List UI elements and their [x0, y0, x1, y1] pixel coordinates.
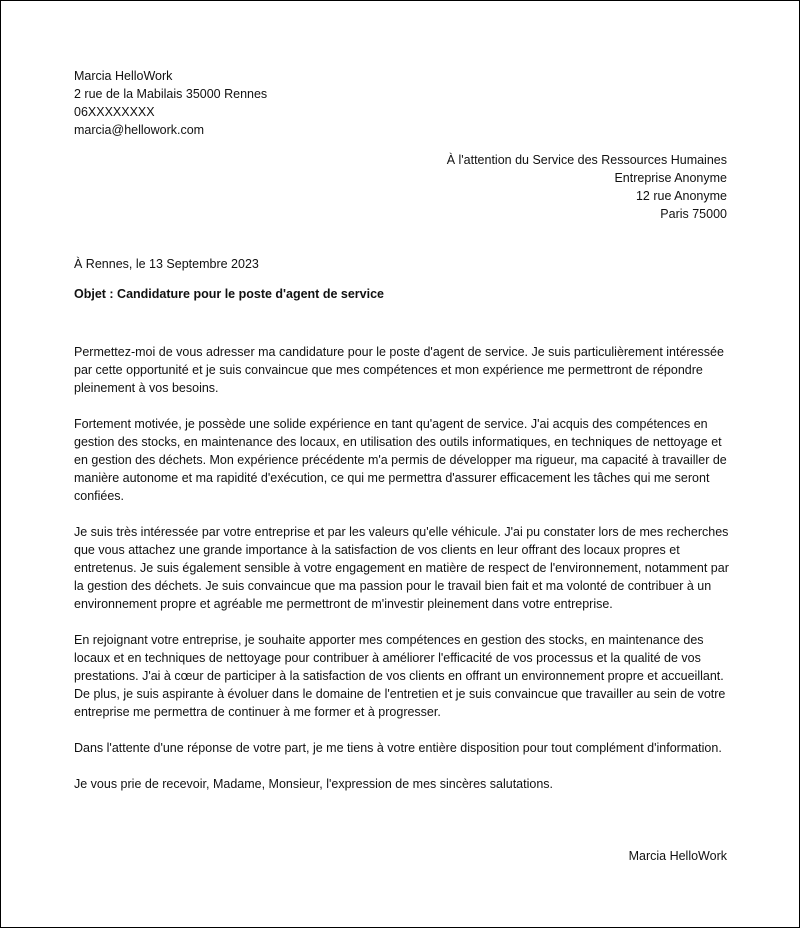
letter-subject: Objet : Candidature pour le poste d'agent de service — [74, 287, 384, 301]
sender-email: marcia@hellowork.com — [74, 123, 205, 137]
recipient-attention: À l'attention du Service des Ressources Humaines — [446, 153, 727, 167]
letter-body — [74, 343, 729, 811]
date-line: À Rennes, le 13 Septembre 2023 — [74, 257, 259, 271]
body-paragraph-availability: Dans l'attente d'une réponse de votre part, je me tiens à votre entière disposition pour tout complément d'information. — [74, 741, 722, 755]
sender-address: 2 rue de la Mabilais 35000 Rennes — [74, 87, 268, 101]
body-paragraph-closing: Je vous prie de recevoir, Madame, Monsieur, l'expression de mes sincères salutations. — [74, 777, 554, 791]
body-paragraph-company-interest: Je suis très intéressée par votre entreprise et par les valeurs qu'elle véhicule. J'ai pu constater lors de mes recherches que vous attachez une grande importance à la satisfaction de vos clients en leur offrant des locaux propres et entretenus. Je suis également sensible à votre engagement en matière de respect de l'environnement, notamment par la gestion des déchets. Je suis convaincue que ma passion pour le travail bien fait et ma volonté de contribuer à un environnement propre et agréable me permettront de m'investir pleinement dans votre entreprise. — [74, 525, 729, 611]
sender-phone: 06XXXXXXXX — [74, 105, 155, 119]
sender-block — [74, 67, 267, 139]
body-paragraph-experience: Fortement motivée, je possède une solide expérience en tant qu'agent de service. J'ai acquis des compétences en gestion des stocks, en maintenance des locaux, en utilisation des outils informatiques, en techniques de nettoyage et en gestion des déchets. Mon expérience précédente m'a permis de développer ma rigueur, ma capacité à travailler de manière autonome et ma rapidité d'exécution, ce qui me permettra d'assurer efficacement les tâches qui me seront confiées. — [74, 417, 727, 503]
recipient-company: Entreprise Anonyme — [614, 171, 727, 185]
body-paragraph-intro: Permettez-moi de vous adresser ma candidature pour le poste d'agent de service. Je suis particulièrement intéressée par cette opportunité et je suis convaincue que mes compétences et mon expérience me permettront de répondre pleinement à vos besoins. — [74, 345, 724, 395]
recipient-city: Paris 75000 — [660, 207, 727, 221]
recipient-block — [447, 151, 727, 223]
body-paragraph-contribution: En rejoignant votre entreprise, je souhaite apporter mes compétences en gestion des stocks, en maintenance des locaux et en techniques de nettoyage pour contribuer à améliorer l'efficacité de vos processus et la qualité de vos prestations. J'ai à cœur de participer à la satisfaction de vos clients en offrant un environnement propre et accueillant. De plus, je suis aspirante à évoluer dans le domaine de l'entretien et je suis convaincue que travailler au sein de votre entreprise me permettra de continuer à me former et à progresser. — [74, 633, 726, 719]
signature: Marcia HelloWork — [628, 849, 727, 863]
sender-name: Marcia HelloWork — [74, 69, 173, 83]
recipient-street: 12 rue Anonyme — [635, 189, 727, 203]
